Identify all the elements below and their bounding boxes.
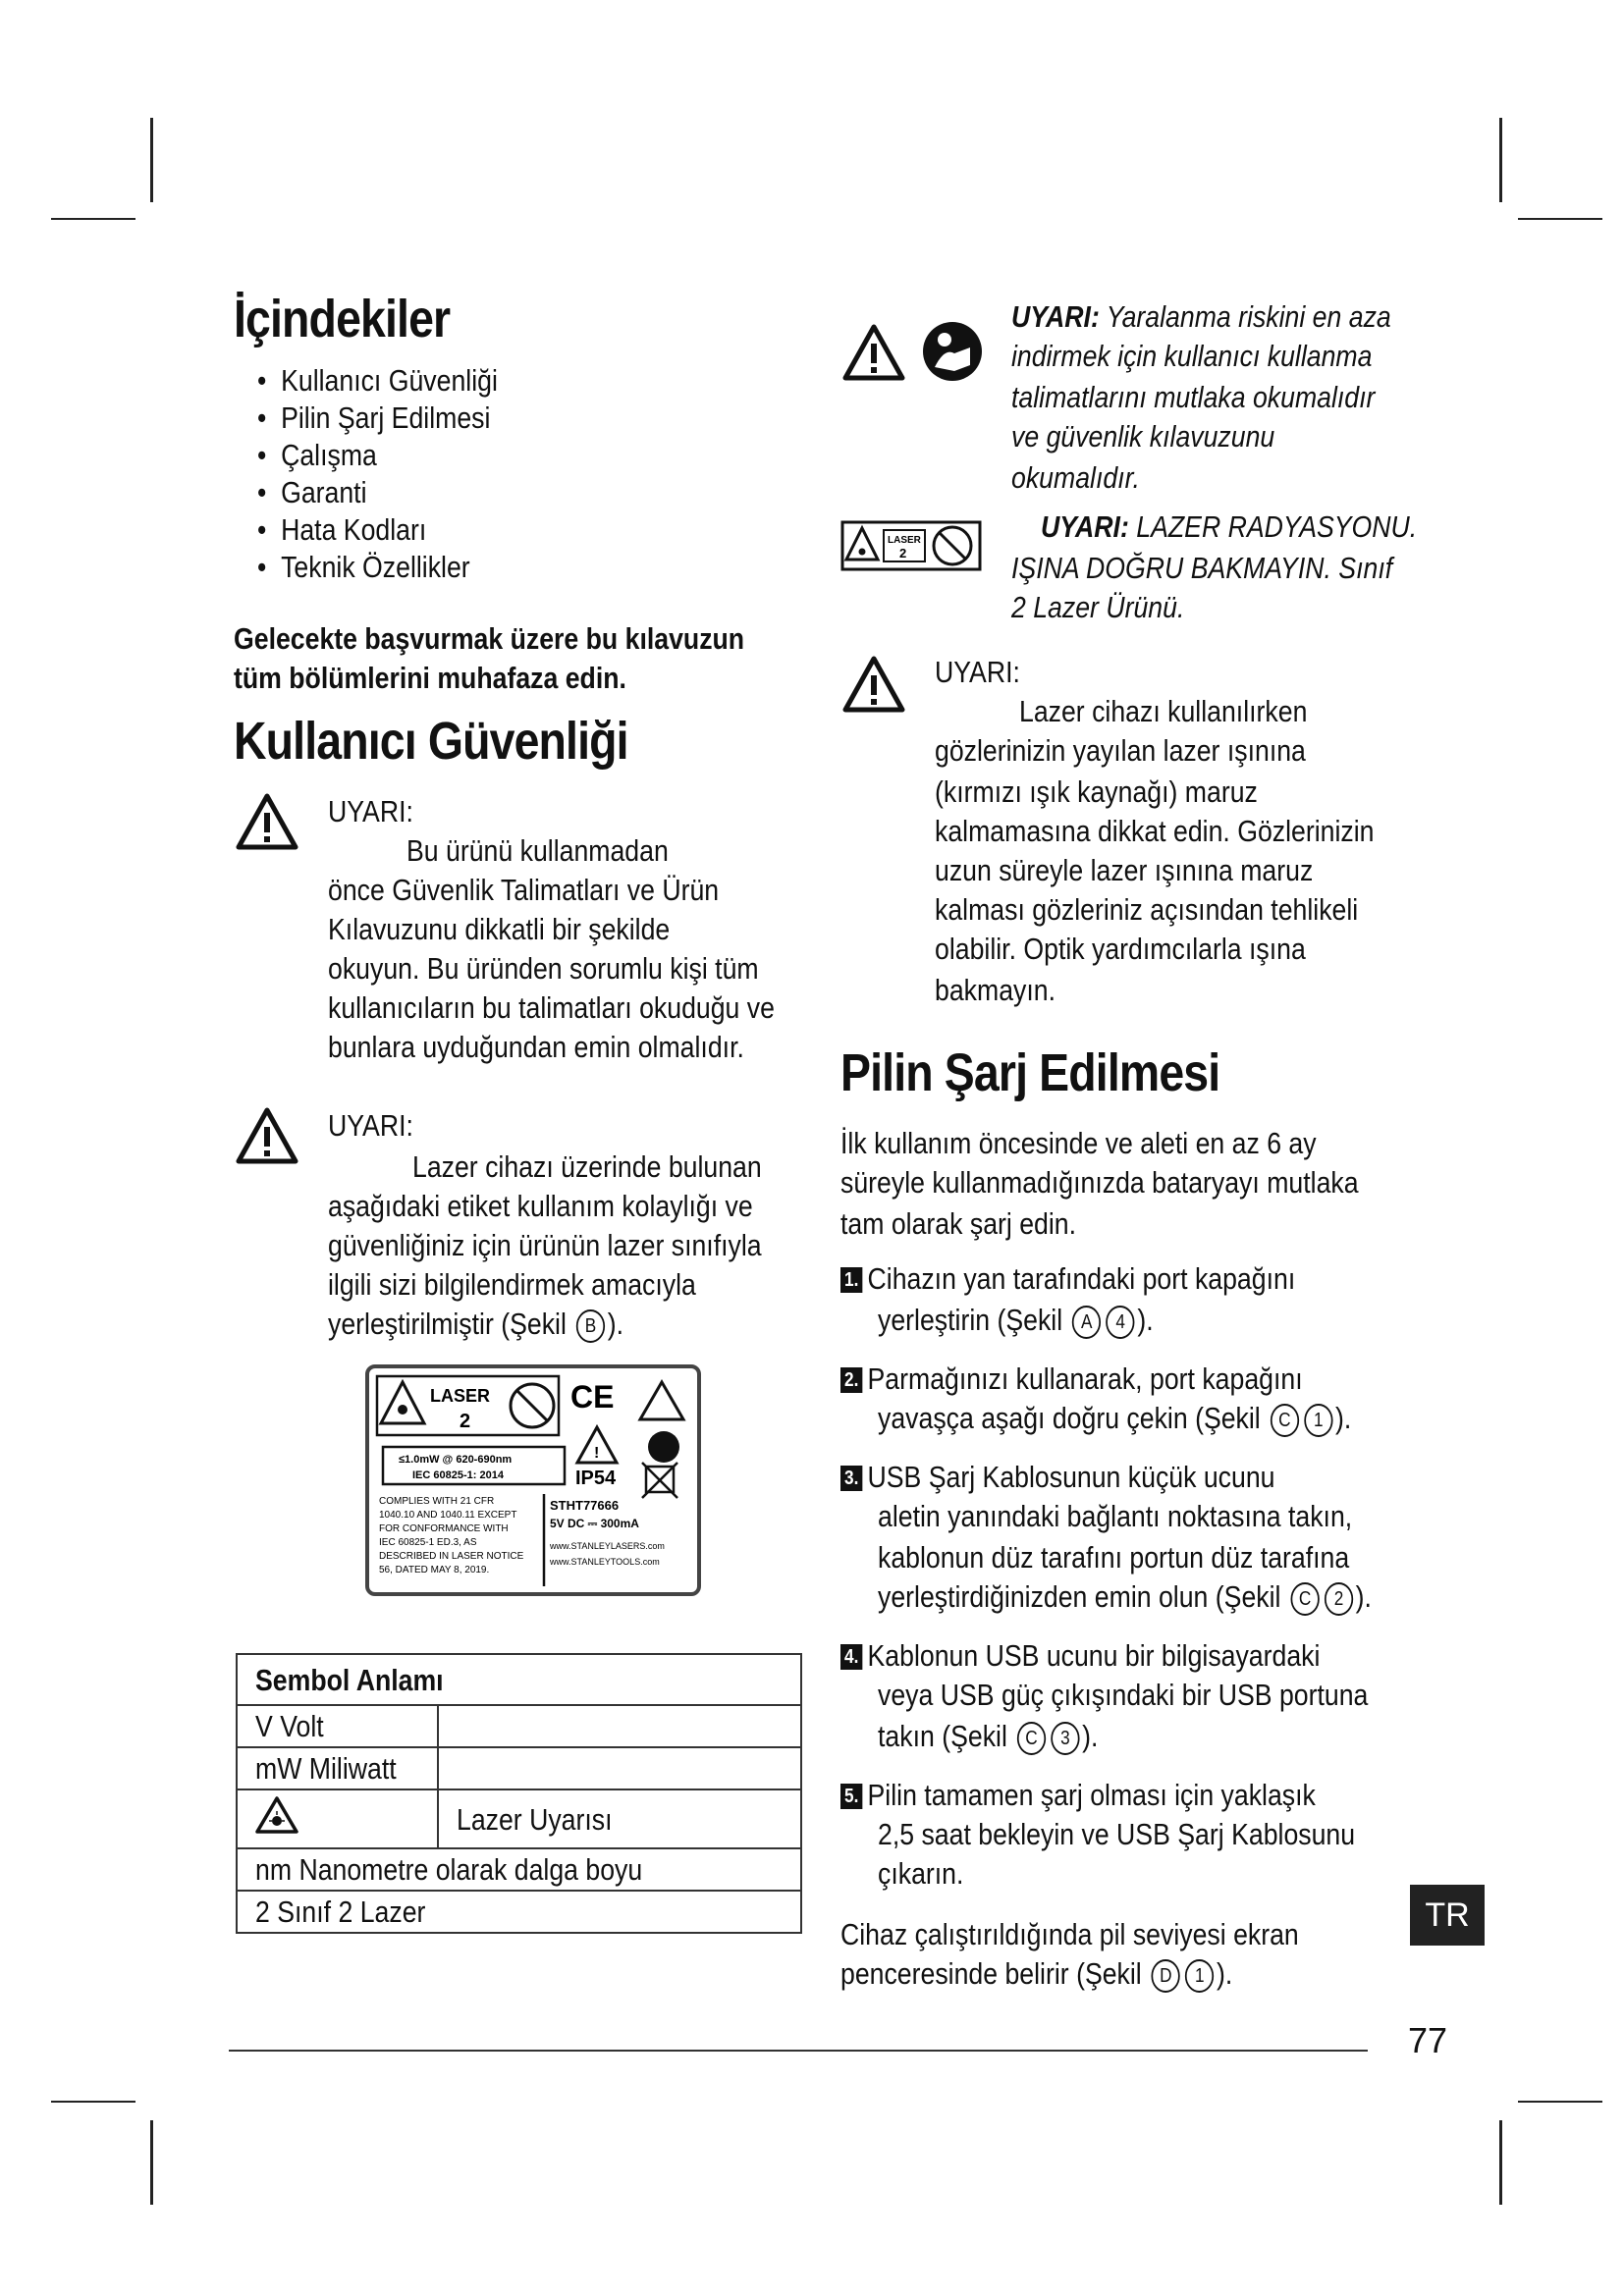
table-cell: V Volt (237, 1705, 438, 1747)
warning-triangle-icon (842, 324, 905, 381)
charge-intro: süreyle kullanmadığınızda bataryayı mutlaka (840, 1165, 1359, 1200)
svg-text:IEC 60825-1 ED.3, AS: IEC 60825-1 ED.3, AS (379, 1537, 477, 1548)
svg-text:!: ! (594, 1445, 600, 1462)
label-rating-text: 5V DC ⎓ 300mA (550, 1517, 639, 1530)
warning-label: UYARI: (935, 655, 1020, 689)
toc-item[interactable]: • Hata Kodları (257, 511, 498, 549)
figure-ref-b: B (576, 1309, 605, 1343)
charge-step: 2. Parmağınızı kullanarak, port kapağını (840, 1359, 1303, 1399)
warning-text: önce Güvenlik Talimatları ve Ürün (328, 873, 720, 907)
table-header: Sembol Anlamı (237, 1654, 801, 1705)
step-number: 4. (840, 1644, 862, 1670)
warning-triangle-icon (236, 793, 298, 850)
warning-text: UYARI: Yaralanma riskini en aza (1011, 299, 1391, 334)
warning-text: (kırmızı ışık kaynağı) maruz (935, 774, 1258, 809)
step-number: 5. (840, 1784, 862, 1809)
warning-triangle-icon (236, 1107, 298, 1164)
crop-mark (1518, 2101, 1602, 2103)
charge-step-line: yerleştirdiğinizden emin olun (Şekil C 2 ). (878, 1579, 1372, 1614)
warning-text: indirmek için kullanıcı kullanma (1011, 339, 1373, 373)
table-cell (438, 1705, 801, 1747)
label-model-text: STHT77666 (550, 1498, 620, 1513)
read-manual-icon (921, 320, 984, 383)
language-tab: TR (1410, 1885, 1485, 1946)
svg-text:DESCRIBED IN LASER NOTICE: DESCRIBED IN LASER NOTICE (379, 1551, 524, 1562)
charge-step: 5. Pilin tamamen şarj olması için yaklaşık (840, 1775, 1316, 1815)
label-ip-text: IP54 (575, 1468, 617, 1489)
warning-text: ve güvenlik kılavuzunu (1011, 419, 1275, 454)
laser-warning-icon (255, 1795, 298, 1835)
svg-text:www.STANLEYTOOLS.com: www.STANLEYTOOLS.com (550, 1557, 660, 1567)
warning-text: kalması gözleriniz açısından tehlikeli (935, 892, 1359, 927)
table-cell: nm Nanometre olarak dalga boyu (237, 1848, 801, 1891)
toc-item[interactable]: • Pilin Şarj Edilmesi (257, 400, 498, 437)
warning-text: bunlara uyduğundan emin olmalıdır. (328, 1030, 744, 1064)
crop-mark (51, 2101, 135, 2103)
table-cell: mW Miliwatt (237, 1747, 438, 1789)
toc-item[interactable]: • Çalışma (257, 437, 498, 474)
warning-text: 2 Lazer Ürünü. (1011, 590, 1185, 624)
charge-title: Pilin Şarj Edilmesi (840, 1043, 1220, 1102)
step-number: 2. (840, 1367, 862, 1393)
charge-step-line: veya USB güç çıkışındaki bir USB portuna (878, 1678, 1369, 1712)
warning-text: kullanıcıların bu talimatları okuduğu ve (328, 990, 775, 1025)
warning-text: yerleştirilmiştir (Şekil B ). (328, 1307, 624, 1341)
svg-text:COMPLIES WITH 21 CFR: COMPLIES WITH 21 CFR (379, 1496, 495, 1507)
svg-text:www.STANLEYLASERS.com: www.STANLEYLASERS.com (550, 1541, 665, 1551)
warning-text: Lazer cihazı üzerinde bulunan (412, 1149, 762, 1184)
toc-note: tüm bölümlerini muhafaza edin. (234, 661, 626, 695)
warning-text: gözlerinizin yayılan lazer ışınına (935, 733, 1306, 768)
warning-text: uzun süreyle lazer ışınına maruz (935, 853, 1314, 887)
warning-text: bakmayın. (935, 973, 1056, 1007)
warning-text: kalmamasına dikkat edin. Gözlerinizin (935, 814, 1375, 848)
toc-item[interactable]: • Garanti (257, 474, 498, 511)
crop-mark (1499, 118, 1502, 202)
charge-intro: İlk kullanım öncesinde ve aleti en az 6 ay (840, 1126, 1317, 1160)
svg-text:2: 2 (899, 546, 907, 561)
charge-step-line: 2,5 saat bekleyin ve USB Şarj Kablosunu (878, 1817, 1356, 1851)
crop-mark (51, 218, 135, 220)
toc-note: Gelecekte başvurmak üzere bu kılavuzun (234, 621, 745, 656)
charge-step: 4. Kablonun USB ucunu bir bilgisayardaki (840, 1635, 1320, 1676)
toc-item[interactable]: • Kullanıcı Güvenliği (257, 362, 498, 400)
table-cell (237, 1789, 438, 1848)
svg-text:1040.10 AND 1040.11 EXCEPT: 1040.10 AND 1040.11 EXCEPT (379, 1510, 517, 1521)
charge-step-line: takın (Şekil C 3 ). (878, 1719, 1099, 1753)
charge-step: 3. USB Şarj Kablosunun küçük ucunu (840, 1457, 1274, 1497)
warning-label: UYARI: (328, 1108, 413, 1143)
crop-mark (150, 2120, 153, 2205)
svg-text:LASER: LASER (888, 535, 921, 546)
toc-list (257, 362, 537, 586)
table-cell: Lazer Uyarısı (438, 1789, 801, 1848)
step-number: 3. (840, 1466, 862, 1491)
warning-text: okumalıdır. (1011, 460, 1140, 495)
warning-text: Bu ürünü kullanmadan (406, 833, 669, 868)
charge-step-line: kablonun düz tarafını portun düz tarafına (878, 1540, 1350, 1575)
crop-mark (150, 118, 153, 202)
charge-step-line: yavaşça aşağı doğru çekin (Şekil C 1 ). (878, 1401, 1352, 1435)
charge-step-line: çıkarın. (878, 1856, 964, 1891)
warning-text: ilgili sizi bilgilendirmek amacıyla (328, 1267, 696, 1302)
warning-text: okuyun. Bu üründen sorumlu kişi tüm (328, 951, 759, 986)
symbol-table (236, 1653, 802, 1934)
footer-rule (229, 2050, 1368, 2052)
warning-text: olabilir. Optik yardımcılarla ışına (935, 932, 1306, 966)
charge-intro: tam olarak şarj edin. (840, 1206, 1077, 1241)
label-class-text: 2 (460, 1411, 471, 1432)
toc-item[interactable]: • Teknik Özellikler (257, 549, 498, 586)
warning-text: IŞINA DOĞRU BAKMAYIN. Sınıf (1011, 551, 1393, 585)
warning-text: Kılavuzunu dikkatli bir şekilde (328, 912, 671, 946)
safety-title: Kullanıcı Güvenliği (234, 712, 628, 771)
laser-class-icon (840, 520, 982, 571)
label-ce-text: CE (570, 1379, 615, 1415)
warning-text: aşağıdaki etiket kullanım kolaylığı ve (328, 1189, 753, 1223)
page-number: 77 (1408, 2020, 1448, 2060)
laser-label-image (365, 1364, 701, 1596)
svg-text:FOR CONFORMANCE WITH: FOR CONFORMANCE WITH (379, 1523, 509, 1534)
charge-step-line: aletin yanındaki bağlantı noktasına takın, (878, 1499, 1353, 1533)
warning-label: UYARI: (328, 794, 413, 828)
warning-text: talimatlarını mutlaka okumalıdır (1011, 380, 1376, 414)
charge-outro: Cihaz çalıştırıldığında pil seviyesi ekran (840, 1917, 1299, 1951)
charge-outro: penceresinde belirir (Şekil D 1 ). (840, 1956, 1233, 1991)
label-power-text: ≤1.0mW @ 620-690nm (399, 1454, 513, 1466)
warning-triangle-icon (842, 656, 905, 713)
label-laser-text: LASER (430, 1386, 491, 1406)
label-iec-text: IEC 60825-1: 2014 (412, 1469, 504, 1481)
table-cell: 2 Sınıf 2 Lazer (237, 1891, 801, 1933)
charge-step: 1. Cihazın yan tarafındaki port kapağını (840, 1258, 1295, 1299)
toc-title: İçindekiler (234, 290, 451, 348)
charge-step-line: yerleştirin (Şekil A 4 ). (878, 1303, 1154, 1337)
svg-text:56, DATED MAY 8, 2019.: 56, DATED MAY 8, 2019. (379, 1565, 490, 1575)
step-number: 1. (840, 1267, 862, 1293)
table-cell (438, 1747, 801, 1789)
crop-mark (1499, 2120, 1502, 2205)
crop-mark (1518, 218, 1602, 220)
warning-text: UYARI: LAZER RADYASYONU. (1041, 509, 1418, 544)
warning-text: güvenliğiniz için ürünün lazer sınıfıyla (328, 1228, 762, 1262)
warning-text: Lazer cihazı kullanılırken (1019, 694, 1308, 728)
